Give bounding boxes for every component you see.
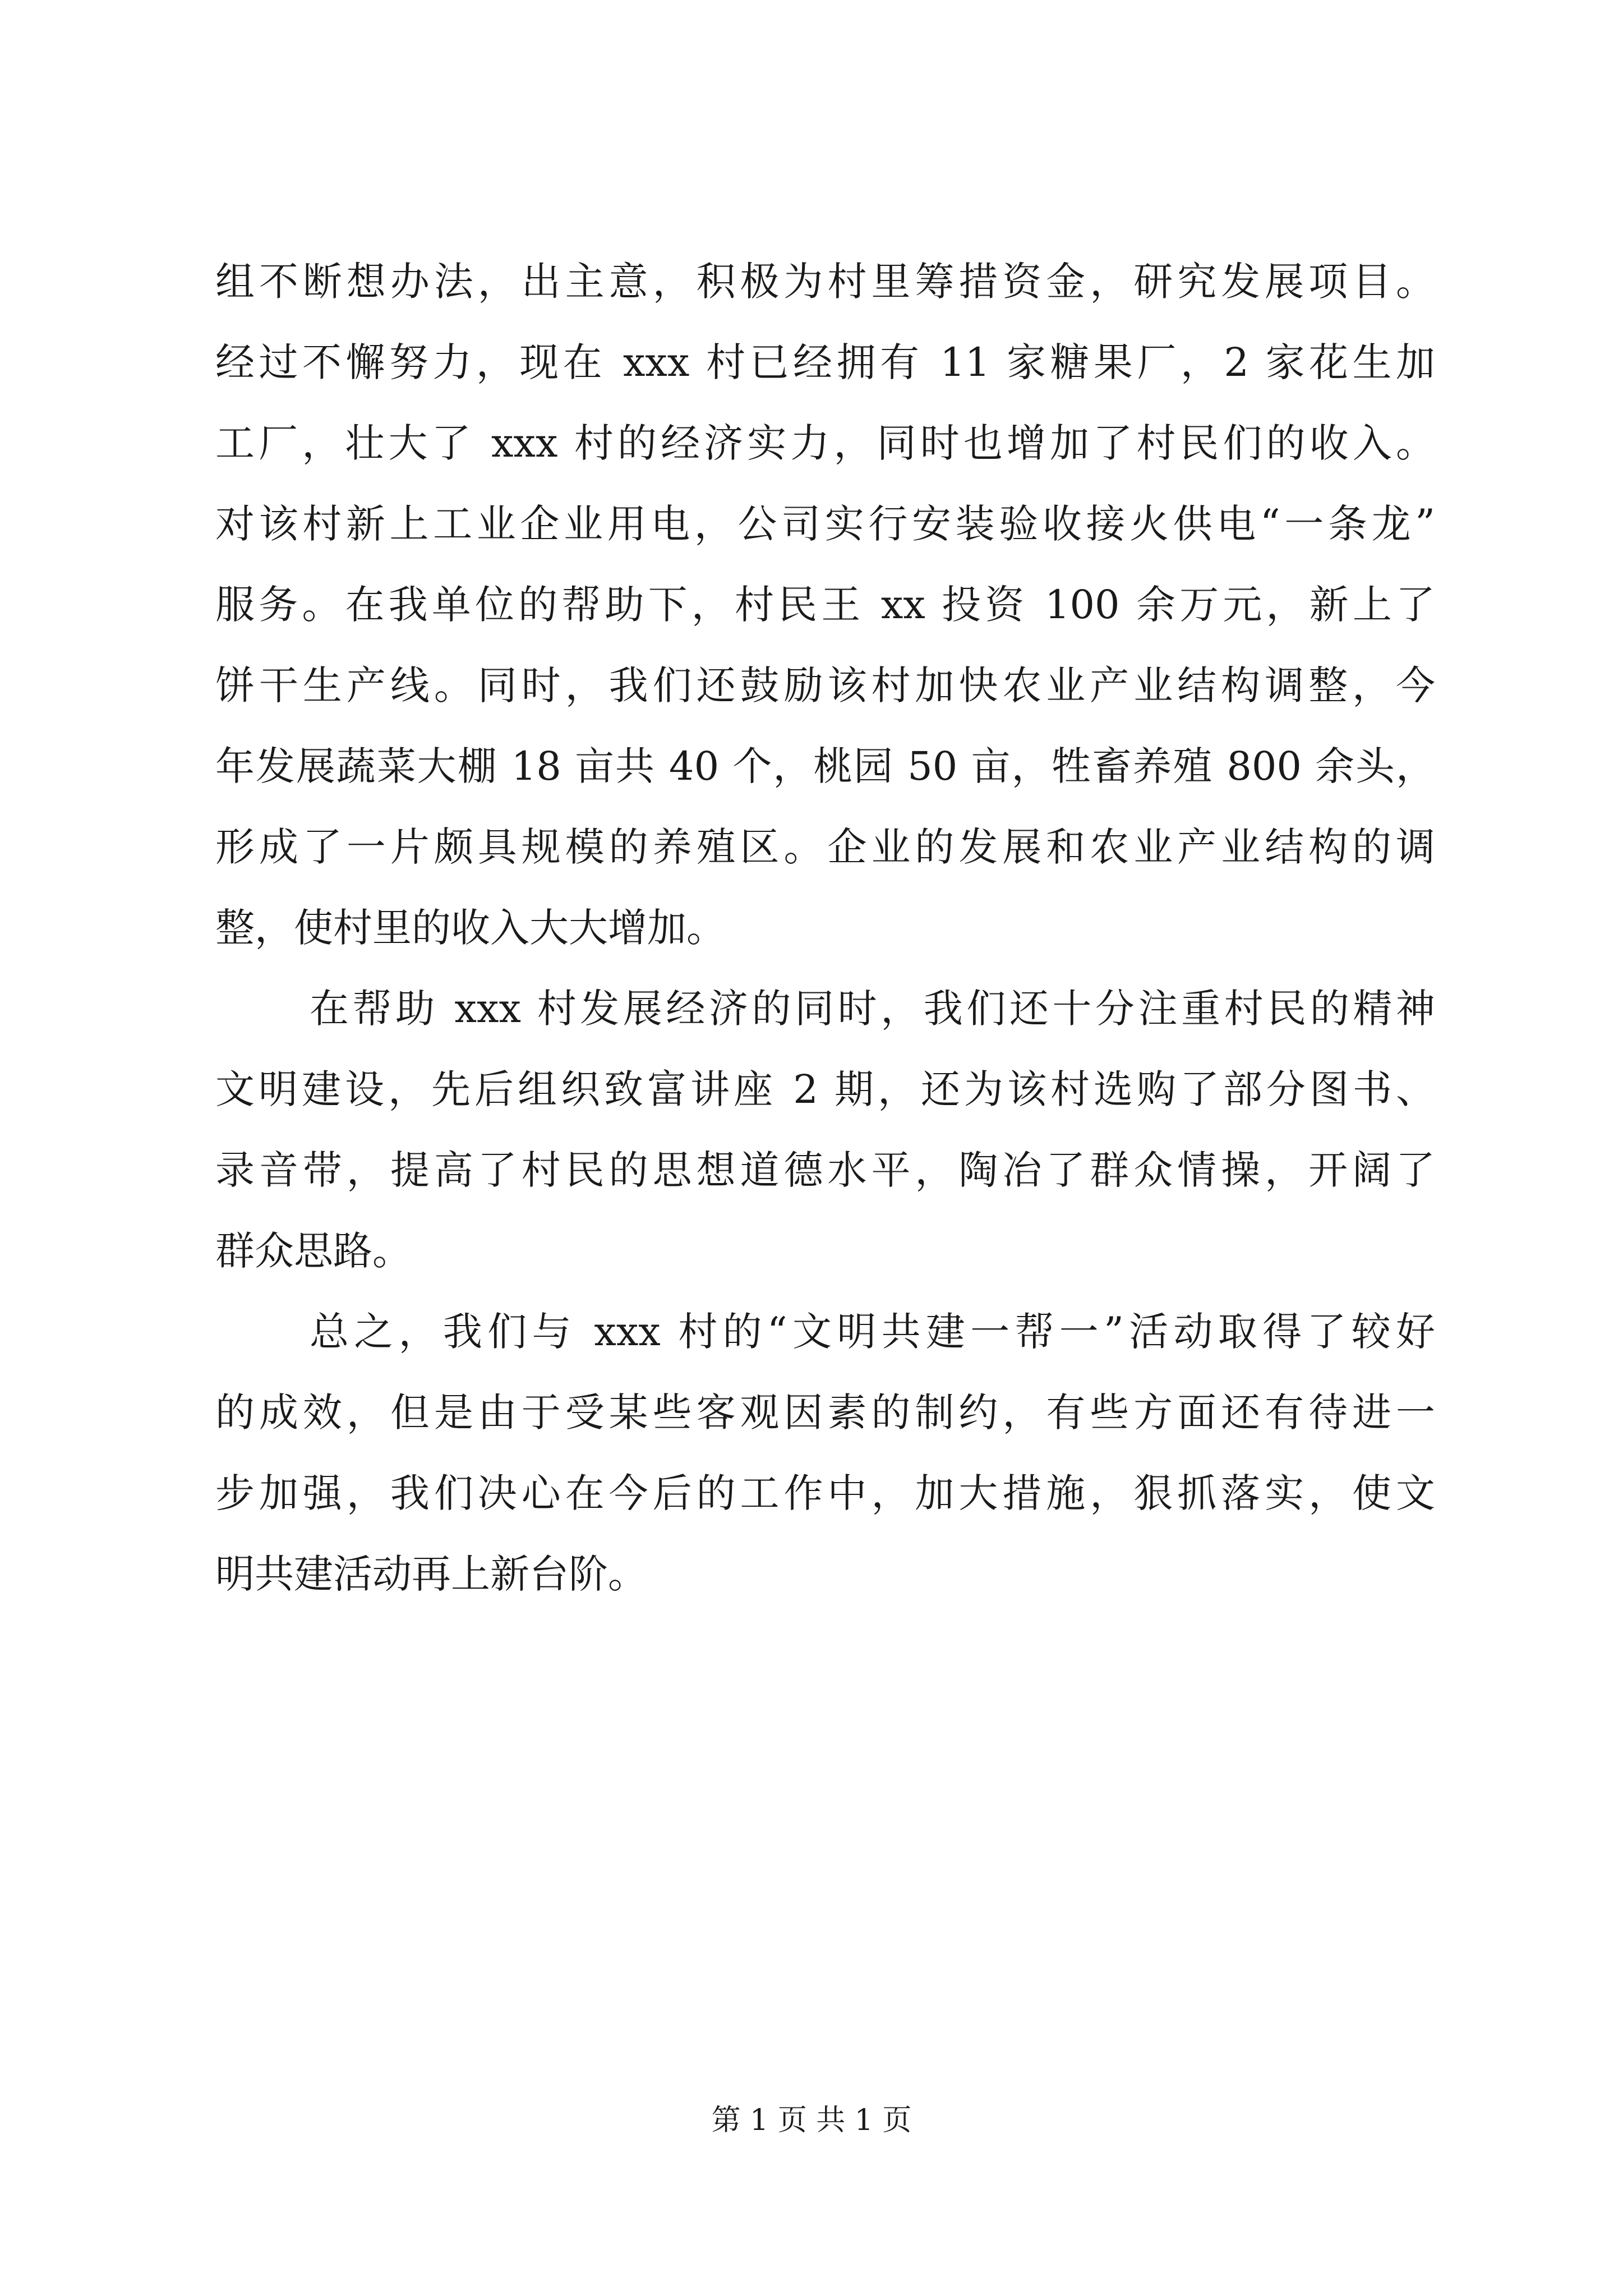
paragraph-first-line: 在帮助 xxx 村发展经济的同时，我们还十分注重村民的精神 [310, 986, 1435, 1032]
text-line: 整，使村里的收入大大增加。 [215, 905, 726, 951]
text-line: 对该村新上工业企业用电，公司实行安装验收接火供电“一条龙” [215, 501, 1435, 547]
text-line: 组不断想办法，出主意，积极为村里筹措资金，研究发展项目。 [215, 259, 1435, 305]
text-line: 明共建活动再上新台阶。 [215, 1551, 647, 1597]
text-line: 文明建设，先后组织致富讲座 2 期，还为该村选购了部分图书、 [215, 1066, 1435, 1112]
page-number-footer: 第 1 页 共 1 页 [711, 2104, 912, 2137]
text-line: 形成了一片颇具规模的养殖区。企业的发展和农业产业结构的调 [215, 824, 1435, 870]
body-text [215, 241, 1435, 1614]
paragraph-first-line: 总之，我们与 xxx 村的“文明共建一帮一”活动取得了较好 [310, 1309, 1435, 1355]
text-line: 经过不懈努力，现在 xxx 村已经拥有 11 家糖果厂，2 家花生加 [215, 339, 1435, 385]
text-line: 的成效，但是由于受某些客观因素的制约，有些方面还有待进一 [215, 1389, 1435, 1435]
text-line: 年发展蔬菜大棚 18 亩共 40 个，桃园 50 亩，牲畜养殖 800 余头， [215, 743, 1435, 789]
text-line: 群众思路。 [215, 1228, 412, 1274]
text-line: 步加强，我们决心在今后的工作中，加大措施，狠抓落实，使文 [215, 1470, 1435, 1516]
text-line: 服务。在我单位的帮助下，村民王 xx 投资 100 余万元，新上了 [215, 582, 1435, 628]
text-line: 饼干生产线。同时，我们还鼓励该村加快农业产业结构调整，今 [215, 662, 1435, 708]
text-line: 工厂，壮大了 xxx 村的经济实力，同时也增加了村民们的收入。 [215, 420, 1435, 466]
text-line: 录音带，提高了村民的思想道德水平，陶冶了群众情操，开阔了 [215, 1147, 1435, 1193]
